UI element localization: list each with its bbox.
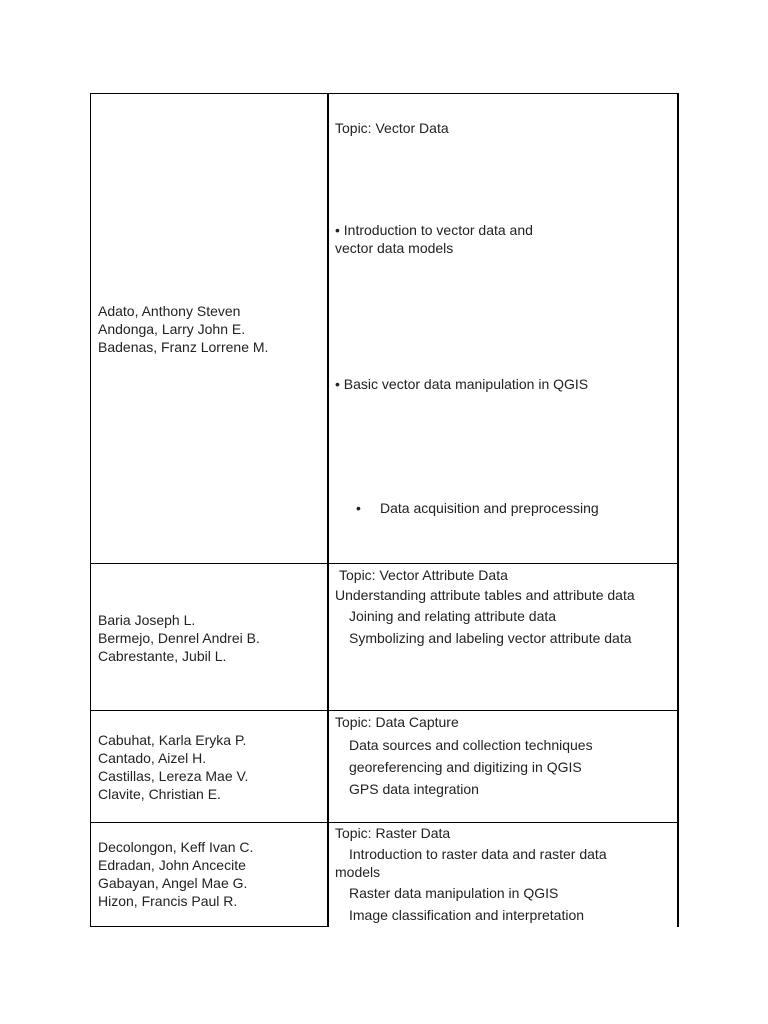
member-name: Cabrestante, Jubil L. xyxy=(98,648,227,664)
row-1-item-3 xyxy=(356,499,599,517)
topic-title: Topic: Raster Data xyxy=(335,825,451,841)
topic-item: • Basic vector data manipulation in QGIS xyxy=(335,376,589,392)
row-4-names xyxy=(98,838,253,910)
member-name: Hizon, Francis Paul R. xyxy=(98,893,238,909)
topic-item: • Introduction to vector data and xyxy=(335,222,533,238)
member-name: Cantado, Aizel H. xyxy=(98,750,207,766)
topic-item: Understanding attribute tables and attribute data xyxy=(335,587,635,603)
member-name: Gabayan, Angel Mae G. xyxy=(98,875,248,891)
table-left-border xyxy=(90,93,91,927)
member-name: Clavite, Christian E. xyxy=(98,786,221,802)
member-name: Adato, Anthony Steven xyxy=(98,303,241,319)
row-divider-1 xyxy=(90,563,679,564)
row-4-topic xyxy=(335,824,655,924)
column-divider xyxy=(327,93,329,927)
row-3-topic xyxy=(335,713,593,798)
row-1-names xyxy=(98,302,268,356)
topic-item-continued: vector data models xyxy=(335,240,454,256)
member-name: Decolongon, Keff Ivan C. xyxy=(98,839,254,855)
topic-title: Topic: Data Capture xyxy=(335,714,459,730)
topic-item: Joining and relating attribute data xyxy=(349,608,557,624)
bullet-icon: • xyxy=(356,500,361,516)
row-3-names xyxy=(98,731,248,803)
member-name: Badenas, Franz Lorrene M. xyxy=(98,339,269,355)
topic-item: Introduction to raster data and raster data models xyxy=(335,846,607,880)
row-1-topic xyxy=(335,119,449,137)
member-name: Cabuhat, Karla Eryka P. xyxy=(98,732,247,748)
member-name: Edradan, John Ancecite xyxy=(98,857,246,873)
topic-title: Topic: Vector Attribute Data xyxy=(339,567,508,583)
topic-item: Symbolizing and labeling vector attribute data xyxy=(349,630,632,646)
row-divider-2 xyxy=(90,710,679,711)
member-name: Bermejo, Denrel Andrei B. xyxy=(98,630,260,646)
row-2-names xyxy=(98,611,260,665)
topic-item: Raster data manipulation in QGIS xyxy=(349,885,559,901)
row-1-item-1 xyxy=(335,221,533,257)
table-top-border xyxy=(90,93,679,94)
topic-item: Data acquisition and preprocessing xyxy=(380,500,599,516)
member-name: Andonga, Larry John E. xyxy=(98,321,246,337)
table-right-border xyxy=(677,93,679,927)
row-1-item-2 xyxy=(335,375,588,393)
topic-item: Data sources and collection techniques xyxy=(349,737,593,753)
row-2-topic xyxy=(335,566,655,647)
row-divider-3 xyxy=(90,822,679,823)
table-bottom-border xyxy=(90,926,328,927)
topic-item: GPS data integration xyxy=(349,781,479,797)
member-name: Baria Joseph L. xyxy=(98,612,196,628)
topic-item: georeferencing and digitizing in QGIS xyxy=(349,759,582,775)
topic-title: Topic: Vector Data xyxy=(335,120,449,136)
member-name: Castillas, Lereza Mae V. xyxy=(98,768,249,784)
topic-item: Image classification and interpretation xyxy=(349,907,585,923)
